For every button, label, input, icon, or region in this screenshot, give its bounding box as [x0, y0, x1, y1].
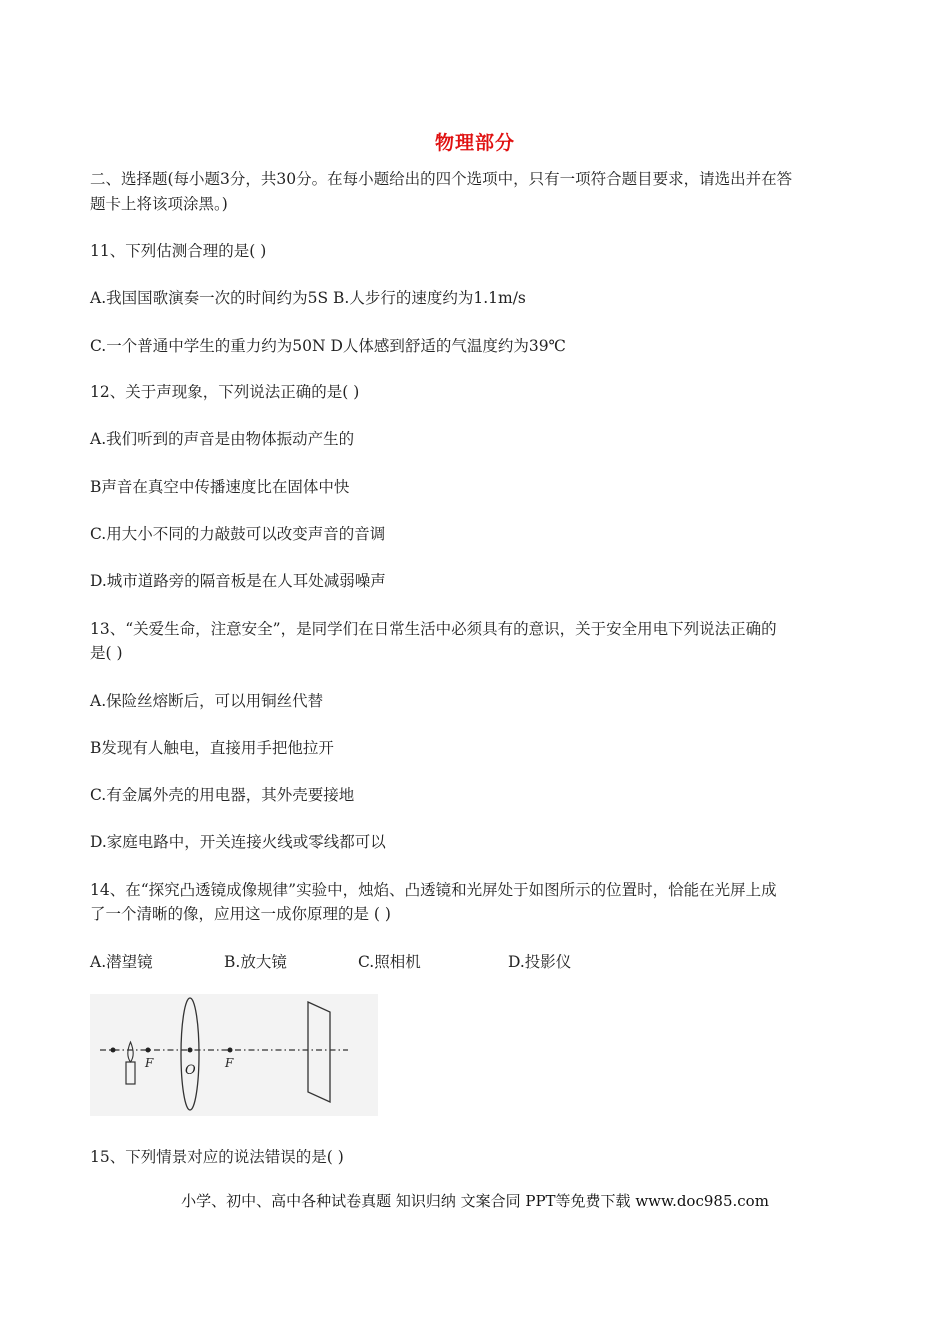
section-instructions-line1: 二、选择题(每小题3分，共30分。在每小题给出的四个选项中，只有一项符合题目要求，请选出并在答 — [90, 170, 793, 188]
candle-flame-icon — [128, 1042, 133, 1062]
q15-stem: 15、下列情景对应的说法错误的是( ) — [90, 1148, 344, 1166]
q14-stem-line2: 了一个清晰的像，应用这一成你原理的是 ( ) — [90, 905, 391, 923]
q11-options-ab: A.我国国歌演奏一次的时间约为5S B.人步行的速度约为1.1m/s — [90, 289, 526, 307]
convex-lens — [181, 998, 199, 1110]
candle-body — [126, 1062, 135, 1084]
q12-option-c: C.用大小不同的力敲鼓可以改变声音的音调 — [90, 525, 386, 543]
q12-stem: 12、关于声现象，下列说法正确的是( ) — [90, 383, 360, 401]
q14-option-c: C.照相机 — [358, 953, 421, 971]
focus-label-right: F — [225, 1056, 234, 1070]
q14-options — [0, 950, 950, 974]
q12-option-d: D.城市道路旁的隔音板是在人耳处减弱噪声 — [90, 572, 386, 590]
q11-options-cd: C.一个普通中学生的重力约为50N D人体感到舒适的气温度约为39℃ — [90, 337, 566, 355]
lens-experiment-figure — [90, 994, 378, 1116]
page-title: 物理部分 — [434, 132, 515, 154]
q14-option-d: D.投影仪 — [508, 953, 572, 971]
q13-option-c: C.有金属外壳的用电器，其外壳要接地 — [90, 786, 355, 804]
focus-label-left: F — [145, 1056, 154, 1070]
light-screen — [308, 1002, 330, 1102]
axis-point — [111, 1048, 116, 1053]
q13-option-d: D.家庭电路中，开关连接火线或零线都可以 — [90, 833, 386, 851]
lens-diagram — [90, 994, 378, 1116]
q13-option-a: A.保险丝熔断后，可以用铜丝代替 — [90, 692, 324, 710]
focus-point-right — [228, 1048, 233, 1053]
q14-stem-line1: 14、在“探究凸透镜成像规律”实验中，烛焰、凸透镜和光屏处于如图所示的位置时，恰能在光屏上成 — [90, 881, 777, 899]
q11-stem: 11、下列估测合理的是( ) — [90, 242, 267, 260]
q12-option-a: A.我们听到的声音是由物体振动产生的 — [90, 430, 355, 448]
q13-stem-line1: 13、“关爱生命，注意安全”，是同学们在日常生活中必须具有的意识，关于安全用电下列说法正确的 — [90, 620, 777, 638]
q13-stem-line2: 是( ) — [90, 644, 123, 662]
q12-option-b: B声音在真空中传播速度比在固体中快 — [90, 478, 350, 496]
lens-center-point — [188, 1048, 193, 1053]
focus-point-left — [146, 1048, 151, 1053]
q13-option-b: B发现有人触电，直接用手把他拉开 — [90, 739, 334, 757]
lens-center-label: O — [185, 1063, 196, 1078]
q14-option-b: B.放大镜 — [224, 953, 287, 971]
q14-option-a: A.潜望镜 — [90, 953, 153, 971]
page-footer: 小学、初中、高中各种试卷真题 知识归纳 文案合同 PPT等免费下载 www.doc985.com — [181, 1192, 769, 1210]
section-instructions-line2: 题卡上将该项涂黑。) — [90, 195, 228, 213]
